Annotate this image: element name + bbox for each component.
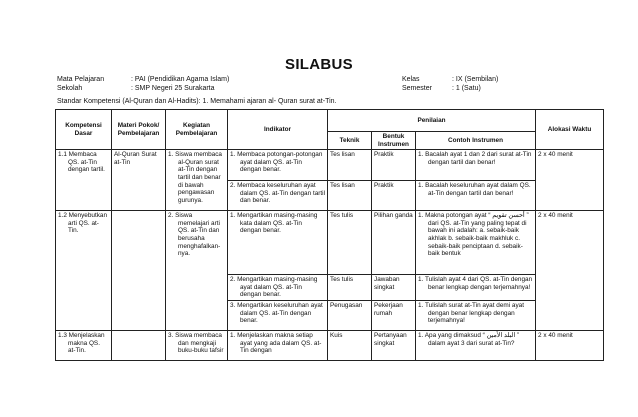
header-row <box>56 110 604 132</box>
teknik-cell: Tes lisan <box>328 181 372 211</box>
header-indikator: Indikator <box>228 110 328 150</box>
teknik-cell: Tes tulis <box>328 275 372 301</box>
indikator-cell: 2. Membaca keseluruhan ayat dalam QS. at-Tin dengan tartil dan benar. <box>228 181 328 211</box>
kelas-value: : IX (Sembilan) <box>452 76 499 83</box>
silabus-table <box>55 109 604 361</box>
materi-cell: Al-Quran Surat at-Tin <box>112 150 166 211</box>
contoh-cell: 1. Apa yang dimaksud “ البلد الأمين ” dalam ayat 3 dari surat at-Tin? <box>416 330 536 360</box>
alokasi-cell: 2 x 40 menit <box>536 330 604 360</box>
materi-cell <box>112 330 166 360</box>
header-kegiatan: Kegiatan Pembelajaran <box>166 110 228 150</box>
materi-cell <box>112 211 166 331</box>
table-row <box>56 330 604 360</box>
kd-cell: 1.3 Menjelaskan makna QS. at-Tin. <box>56 330 112 360</box>
bentuk-cell: Pekerjaan rumah <box>372 300 416 330</box>
kd-cell: 1.2 Menyebutkan arti QS. at-Tin. <box>56 211 112 331</box>
bentuk-cell: Praktik <box>372 181 416 211</box>
semester-label: Semester <box>402 85 432 92</box>
header-teknik: Teknik <box>328 132 372 150</box>
kelas-label: Kelas <box>402 76 420 83</box>
alokasi-cell: 2 x 40 menit <box>536 150 604 211</box>
alokasi-cell: 2 x 40 menit <box>536 211 604 331</box>
header-penilaian: Penilaian <box>328 110 536 132</box>
contoh-cell: 1. Makna potongan ayat “ أحسن تقويم ” dari QS. at-Tin yang paling tepat di bawah ini adalah: a. sebaik-baik akhlak b. sebaik-baik makhluk c. sebaik-baik penciptaan d. sebaik-baik bentuk <box>416 211 536 275</box>
bentuk-cell: Jawaban singkat <box>372 275 416 301</box>
indikator-cell: 1. Mengartikan masing-masing kata dalam QS. at-Tin dengan benar. <box>228 211 328 275</box>
mata-pelajaran-value: : PAI (Pendidikan Agama Islam) <box>131 76 230 83</box>
page-title: SILABUS <box>285 56 353 73</box>
header-kompetensi: Kompetensi Dasar <box>56 110 112 150</box>
kd-cell: 1.1 Membaca QS. at-Tin dengan tartil. <box>56 150 112 211</box>
semester-value: : 1 (Satu) <box>452 85 481 92</box>
contoh-cell: 1. Bacalah keseluruhan ayat dalam QS. at-Tin dengan tartil dan benar! <box>416 181 536 211</box>
indikator-cell: 2. Mengartikan masing-masing ayat dalam QS. at-Tin dengan benar. <box>228 275 328 301</box>
teknik-cell: Penugasan <box>328 300 372 330</box>
standar-kompetensi: Standar Kompetensi (Al-Quran dan Al-Hadits): 1. Memahami ajaran al- Quran surat at-Tin. <box>57 98 337 105</box>
indikator-cell: 1. Menjelaskan makna setiap ayat yang ada dalam QS. at-Tin dengan <box>228 330 328 360</box>
contoh-cell: 1. Bacalah ayat 1 dan 2 dari surat at-Tin dengan tartil dan benar! <box>416 150 536 181</box>
header-contoh: Contoh Instrumen <box>416 132 536 150</box>
kegiatan-cell: 3. Siswa membaca dan mengkaji buku-buku tafsir <box>166 330 228 360</box>
header-bentuk: Bentuk Instrumen <box>372 132 416 150</box>
kegiatan-cell: 1. Siswa membaca al-Quran surat at-Tin dengan tartil dan benar di bawah pengawasan gurunya. <box>166 150 228 211</box>
bentuk-cell: Pertanyaan singkat <box>372 330 416 360</box>
table-row <box>56 150 604 181</box>
sekolah-value: : SMP Negeri 25 Surakarta <box>131 85 215 92</box>
teknik-cell: Tes tulis <box>328 211 372 275</box>
teknik-cell: Kuis <box>328 330 372 360</box>
kegiatan-cell: 2. Siswa memelajari arti QS. at-Tin dan berusaha menghafalkan-nya. <box>166 211 228 331</box>
indikator-cell: 3. Mengartikan keseluruhan ayat dalam QS. at-Tin dengan benar. <box>228 300 328 330</box>
contoh-cell: 1. Tulislah ayat 4 dari QS. at-Tin dengan benar lengkap dengan terjemahnya! <box>416 275 536 301</box>
table-row <box>56 211 604 275</box>
contoh-cell: 1. Tulislah surat at-Tin ayat demi ayat dengan benar lengkap dengan terjemahnya! <box>416 300 536 330</box>
bentuk-cell: Praktik <box>372 150 416 181</box>
indikator-cell: 1. Membaca potongan-potongan ayat dalam QS. at-Tin dengan benar. <box>228 150 328 181</box>
teknik-cell: Tes lisan <box>328 150 372 181</box>
sekolah-label: Sekolah <box>57 85 83 92</box>
header-materi: Materi Pokok/ Pembelajaran <box>112 110 166 150</box>
bentuk-cell: Pilihan ganda <box>372 211 416 275</box>
header-alokasi: Alokasi Waktu <box>536 110 604 150</box>
mata-pelajaran-label: Mata Pelajaran <box>57 76 105 83</box>
